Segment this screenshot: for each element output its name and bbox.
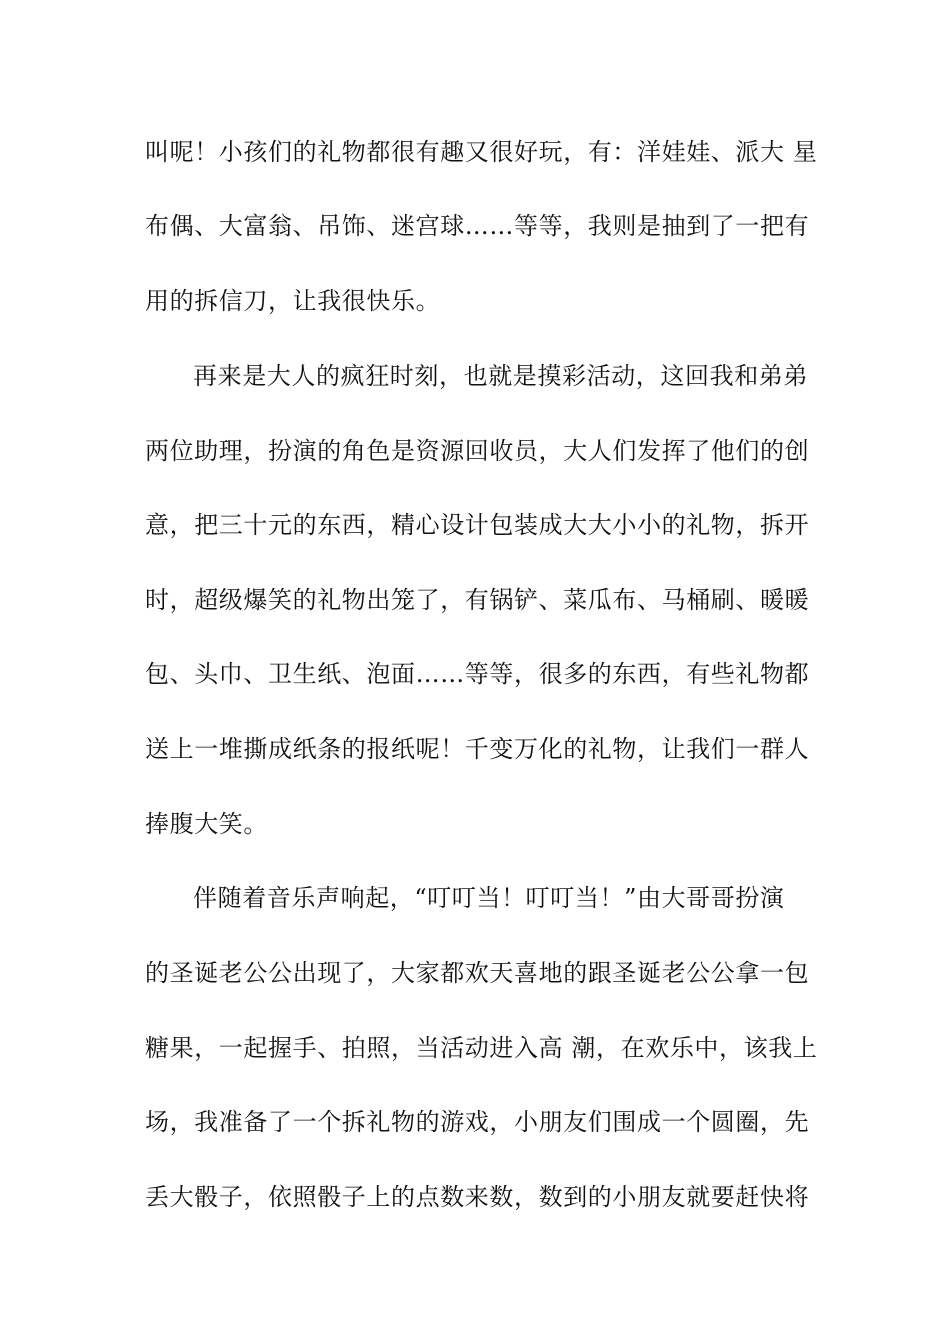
text-line: 两位助理，扮演的角色是资源回收员，大人们发挥了他们的创 bbox=[145, 437, 810, 465]
text-line: 丢大骰子，依照骰子上的点数来数，数到的小朋友就要赶快将 bbox=[145, 1183, 810, 1211]
text-line: 包、头巾、卫生纸、泡面……等等，很多的东西，有些礼物都 bbox=[145, 660, 810, 688]
text-line: 场，我准备了一个拆礼物的游戏，小朋友们围成一个圆圈，先 bbox=[145, 1108, 810, 1136]
paragraph-first-line: 伴随着音乐声响起，“叮叮当！叮叮当！”由大哥哥扮演 bbox=[193, 884, 785, 912]
text-line: 捧腹大笑。 bbox=[145, 810, 268, 838]
text-line: 布偶、大富翁、吊饰、迷宫球……等等，我则是抽到了一把有 bbox=[145, 212, 810, 240]
text-line: 送上一堆撕成纸条的报纸呢！千变万化的礼物，让我们一群人 bbox=[145, 735, 810, 763]
text-line: 的圣诞老公公出现了，大家都欢天喜地的跟圣诞老公公拿一包 bbox=[145, 959, 810, 987]
text-line: 意，把三十元的东西，精心设计包装成大大小小的礼物，拆开 bbox=[145, 511, 810, 539]
paragraph-first-line: 再来是大人的疯狂时刻，也就是摸彩活动，这回我和弟弟 bbox=[193, 362, 808, 390]
text-line: 叫呢！小孩们的礼物都很有趣又很好玩，有：洋娃娃、派大 星 bbox=[145, 138, 818, 166]
text-line: 用的拆信刀，让我很快乐。 bbox=[145, 287, 441, 315]
text-line: 时，超级爆笑的礼物出笼了，有锅铲、菜瓜布、马桶刷、暖暖 bbox=[145, 586, 810, 614]
text-line: 糖果，一起握手、拍照，当活动进入高 潮，在欢乐中，该我上 bbox=[145, 1034, 818, 1062]
